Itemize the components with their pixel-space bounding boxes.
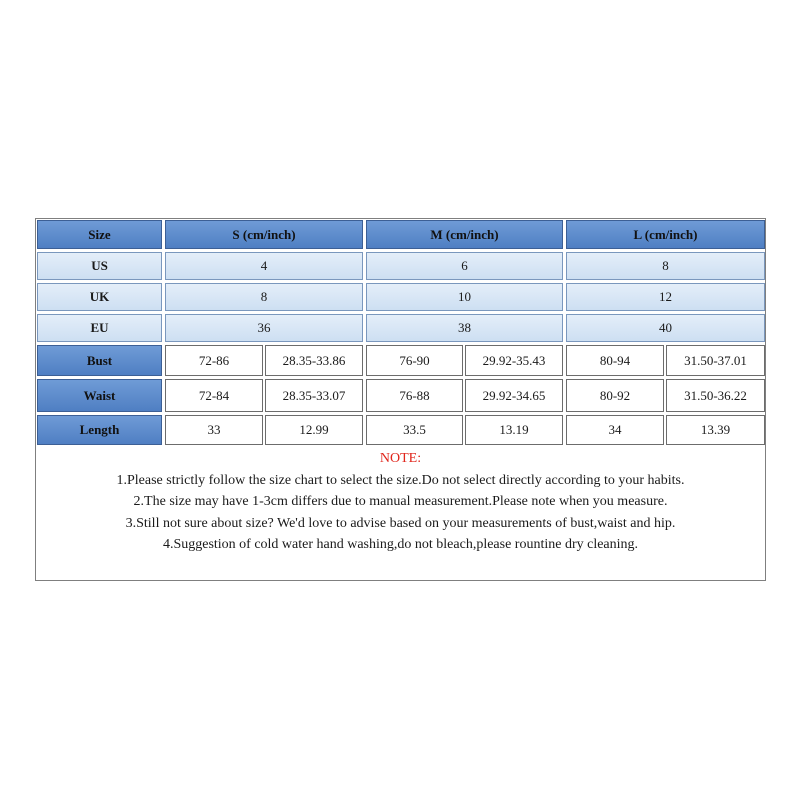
note-line-2: 2.The size may have 1-3cm differs due to manual measurement.Please note when you measure. [133, 494, 668, 509]
bust-l-cm: 80-94 [566, 345, 664, 376]
bust-m-cm: 76-90 [366, 345, 463, 376]
note-line-1: 1.Please strictly follow the size chart to select the size.Do not select directly according to your habits. [116, 472, 685, 488]
bust-m-inch: 29.92-35.43 [465, 345, 563, 376]
uk-l: 12 [566, 283, 765, 311]
header-s: S (cm/inch) [165, 220, 363, 249]
bust-l-inch: 31.50-37.01 [666, 345, 765, 376]
waist-l-cm: 80-92 [566, 379, 664, 412]
us-s: 4 [165, 252, 363, 280]
row-label-bust: Bust [37, 345, 162, 376]
notes-section [36, 448, 765, 556]
header-size: Size [37, 220, 162, 249]
waist-m-inch: 29.92-34.65 [465, 379, 563, 412]
header-l: L (cm/inch) [566, 220, 765, 249]
row-label-eu: EU [37, 314, 162, 342]
length-s-inch: 12.99 [265, 415, 363, 445]
length-l-cm: 34 [566, 415, 664, 445]
length-m-cm: 33.5 [366, 415, 463, 445]
uk-m: 10 [366, 283, 563, 311]
waist-s-inch: 28.35-33.07 [265, 379, 363, 412]
row-label-us: US [37, 252, 162, 280]
length-l-inch: 13.39 [666, 415, 765, 445]
note-line-4: 4.Suggestion of cold water hand washing,do not bleach,please rountine dry cleaning. [162, 537, 639, 552]
size-chart [35, 218, 766, 581]
waist-m-cm: 76-88 [366, 379, 463, 412]
note-line-3: 3.Still not sure about size? We'd love to advise based on your measurements of bust,waist and hip. [125, 515, 676, 531]
uk-s: 8 [165, 283, 363, 311]
note-title: NOTE: [379, 451, 422, 466]
length-m-inch: 13.19 [465, 415, 563, 445]
header-m: M (cm/inch) [366, 220, 563, 249]
eu-l: 40 [566, 314, 765, 342]
waist-s-cm: 72-84 [165, 379, 263, 412]
row-label-uk: UK [37, 283, 162, 311]
us-m: 6 [366, 252, 563, 280]
row-label-waist: Waist [37, 379, 162, 412]
eu-s: 36 [165, 314, 363, 342]
row-label-length: Length [37, 415, 162, 445]
length-s-cm: 33 [165, 415, 263, 445]
us-l: 8 [566, 252, 765, 280]
eu-m: 38 [366, 314, 563, 342]
bust-s-cm: 72-86 [165, 345, 263, 376]
waist-l-inch: 31.50-36.22 [666, 379, 765, 412]
bust-s-inch: 28.35-33.86 [265, 345, 363, 376]
